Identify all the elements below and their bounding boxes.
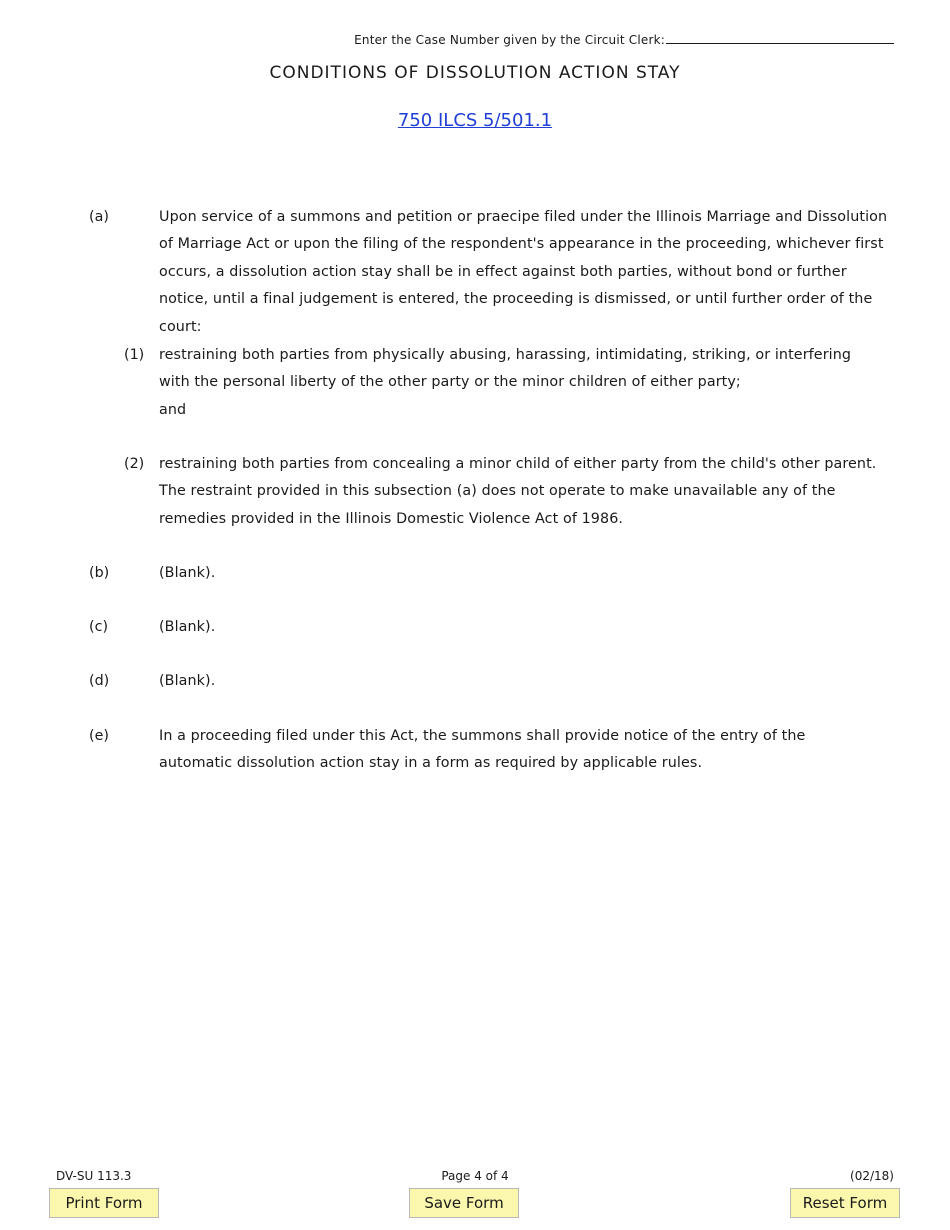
clause-e-text: In a proceeding filed under this Act, the summons shall provide notice of the entry of the automatic dissolution action stay in a form as required by applicable rules. — [159, 728, 806, 772]
clause-2-label: (2) — [124, 456, 145, 472]
statute-link-wrapper — [0, 110, 950, 131]
page-title: CONDITIONS OF DISSOLUTION ACTION STAY — [269, 63, 681, 83]
statute-link[interactable]: 750 ILCS 5/501.1 — [397, 110, 553, 131]
clause-b-text: (Blank). — [159, 565, 216, 581]
clause-b-label: (b) — [89, 565, 110, 581]
revision-date: (02/18) — [850, 1169, 894, 1183]
form-code: DV-SU 113.3 — [56, 1169, 132, 1183]
clause-c-label: (c) — [89, 619, 109, 635]
reset-form-button[interactable]: Reset Form — [790, 1188, 900, 1218]
page-indicator: Page 4 of 4 — [441, 1169, 509, 1183]
clause-1-label: (1) — [124, 347, 145, 363]
save-form-button[interactable]: Save Form — [409, 1188, 519, 1218]
print-form-button[interactable]: Print Form — [49, 1188, 159, 1218]
clause-a-label: (a) — [89, 209, 109, 225]
clause-e-label: (e) — [89, 728, 109, 744]
clause-a-text: Upon service of a summons and petition or praecipe filed under the Illinois Marriage and Dissolution of Marriage Act or upon the filing of the respondent's appearance in the proceeding, whichever first occurs, a dissolution action stay shall be in effect against both parties, without bond or further notice, until a final judgement is entered, the proceeding is dismissed, or until further order of the court: — [159, 209, 888, 335]
clause-1-body: restraining both parties from physically abusing, harassing, intimidating, striking, or interfering with the personal liberty of the other party or the minor children of either party; — [159, 347, 852, 391]
case-number-label: Enter the Case Number given by the Circuit Clerk: — [354, 33, 665, 47]
clause-1-text — [159, 342, 871, 424]
clause-d-text: (Blank). — [159, 673, 216, 689]
clause-d-label: (d) — [89, 673, 110, 689]
clause-2-text: restraining both parties from concealing a minor child of either party from the child's other parent. The restraint provided in this subsection (a) does not operate to make unavailable any of the remedies provided in the Illinois Domestic Violence Act of 1986. — [159, 456, 877, 527]
case-number-line — [354, 32, 894, 47]
clause-c-text: (Blank). — [159, 619, 216, 635]
case-number-field[interactable] — [666, 32, 894, 44]
clause-1-suffix: and — [159, 401, 187, 418]
